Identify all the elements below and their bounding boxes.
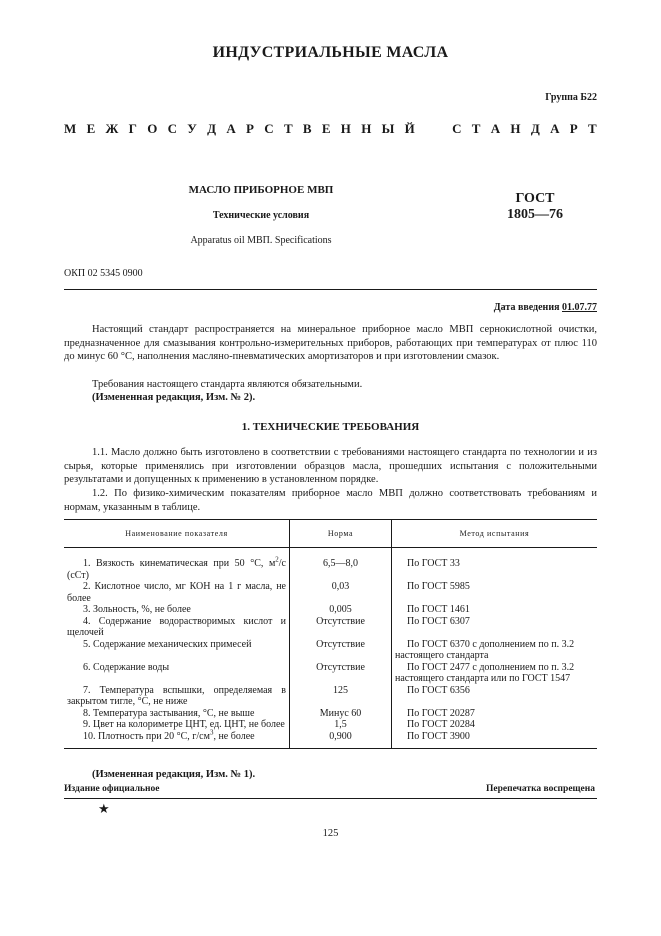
indicator-cell: 10. Плотность при 20 °С, $г/см^3$, не более <box>64 731 290 749</box>
method-cell: По ГОСТ 6370 с дополнением по п. 3.2 настоящего стандарта <box>392 639 598 662</box>
intro-date-label: Дата введения <box>493 302 560 313</box>
star-icon: ★ <box>98 801 110 816</box>
spacer-cell <box>290 548 392 559</box>
heading-letter: В <box>302 121 312 136</box>
norm-cell: 125 <box>290 685 392 708</box>
table-row <box>64 581 597 604</box>
method-cell: По ГОСТ 5985 <box>392 581 598 604</box>
standard-english-title: Apparatus oil МВП. Specifications <box>190 235 332 246</box>
method-cell: По ГОСТ 33 <box>392 558 598 581</box>
heading-letter: Н <box>340 121 351 136</box>
method-cell: По ГОСТ 1461 <box>392 604 598 616</box>
norm-cell: Отсутствие <box>290 639 392 662</box>
heading-letter: А <box>226 121 236 136</box>
heading-letter: Г <box>128 121 137 136</box>
col-header-method: Метод испытания <box>392 520 598 548</box>
table-row <box>64 662 597 685</box>
table-row <box>64 731 597 749</box>
heading-letter: Т <box>587 121 597 136</box>
table-row <box>64 719 597 731</box>
indicator-cell: 3. Зольность, %, не более <box>83 604 191 615</box>
heading-letter: Т <box>283 121 293 136</box>
heading-letter: Й <box>404 121 415 136</box>
intro-date-value: 01.07.77 <box>562 302 597 313</box>
heading-letter: У <box>187 121 197 136</box>
indicator-cell: 4. Содержание водорастворимых кислот и щелочей <box>67 615 286 638</box>
scope-paragraph: Настоящий стандарт распространяется на минеральное приборное масло МВП сернокислотной очистки, предназначенное для смазывания контрольно-измерительных приборов, работающих при температурах от плюс 110 до минус 60 °С, наполнения масляно-пневматических амортизаторов и при изготовлении смазок. <box>64 324 597 363</box>
indicator-cell: 6. Содержание воды <box>83 661 170 673</box>
amendment-note-1: (Измененная редакция, Изм. № 1). <box>92 769 256 780</box>
table-spacer-row <box>64 548 597 559</box>
heading-letter: Р <box>246 121 254 136</box>
heading-letter: Е <box>321 121 331 136</box>
standard-subtitle: Технические условия <box>212 210 310 221</box>
table-row <box>64 616 597 639</box>
indicator-cell: 9. Цвет на колориметре ЦНТ, ед. ЦНТ, не более <box>83 719 285 730</box>
method-cell: По ГОСТ 3900 <box>392 731 598 749</box>
table-row <box>64 685 597 708</box>
table-header-row <box>64 520 597 548</box>
gost-label: ГОСТ <box>515 191 555 206</box>
heading-letter: С <box>264 121 274 136</box>
method-cell: По ГОСТ 20287 <box>392 708 598 720</box>
spacer-cell <box>392 548 598 559</box>
norm-cell: Отсутствие <box>290 662 392 685</box>
heading-letter: А <box>490 121 501 136</box>
clause-1-2: 1.2. По физико-химическим показателям приборное масло МВП должно соответствовать требованиям и нормам, указанным в таблице. <box>64 488 597 513</box>
table-row <box>64 708 597 720</box>
method-cell: По ГОСТ 2477 с дополнением по п. 3.2 настоящего стандарта или по ГОСТ 1547 <box>392 662 598 685</box>
heading-letter: Р <box>569 121 578 136</box>
norm-cell: Отсутствие <box>290 616 392 639</box>
heading-letter: С <box>452 121 462 136</box>
divider <box>64 289 597 290</box>
heading-letter: Е <box>86 121 96 136</box>
table-row <box>64 604 597 616</box>
amendment-note-2: (Измененная редакция, Изм. № 2). <box>92 392 256 403</box>
col-header-norm: Норма <box>290 520 392 548</box>
section-title: 1. ТЕХНИЧЕСКИЕ ТРЕБОВАНИЯ <box>241 421 420 433</box>
intro-date <box>494 302 597 313</box>
reprint-prohibited: Перепечатка воспрещена <box>485 784 595 794</box>
mandatory-paragraph: Требования настоящего стандарта являются обязательными. <box>92 379 363 390</box>
heading-letter: Д <box>207 121 217 136</box>
divider <box>64 798 597 799</box>
norm-cell: 0,005 <box>290 604 392 616</box>
norm-cell: 0,900 <box>290 731 392 749</box>
table-row <box>64 558 597 581</box>
indicator-cell: 1. Вязкость кинематическая при 50 °С, $м^2/с$ (сСт) <box>67 555 286 581</box>
group-label: Группа Б22 <box>545 92 597 103</box>
heading-letter: Н <box>361 121 372 136</box>
table-row <box>64 639 597 662</box>
heading-letter: М <box>64 121 77 136</box>
heading-letter: Д <box>530 121 540 136</box>
spacer-cell <box>64 548 290 559</box>
gost-designation <box>480 191 590 223</box>
method-cell: По ГОСТ 6356 <box>392 685 598 708</box>
method-cell: По ГОСТ 20284 <box>392 719 598 731</box>
col-header-indicator: Наименование показателя <box>64 520 290 548</box>
indicator-cell: 7. Температура вспышки, определяемая в закрытом тигле, °С, не ниже <box>67 684 286 707</box>
heading-letter: Т <box>471 121 481 136</box>
indicator-cell: 2. Кислотное число, мг КОН на 1 г масла, не более <box>67 581 286 604</box>
official-edition: Издание официальное <box>64 784 160 794</box>
heading-letter: Н <box>510 121 521 136</box>
interstate-standard-heading <box>64 121 597 137</box>
heading-letter <box>425 121 428 137</box>
indicator-cell: 5. Содержание механических примесей <box>83 638 252 650</box>
gost-number: 1805—76 <box>507 207 563 222</box>
heading-letter: Ы <box>381 121 395 136</box>
collection-title: ИНДУСТРИАЛЬНЫЕ МАСЛА <box>212 44 449 61</box>
norm-cell: 1,5 <box>290 719 392 731</box>
heading-letter: А <box>550 121 560 136</box>
heading-letter: С <box>167 121 178 136</box>
norm-cell: 6,5—8,0 <box>290 558 392 581</box>
heading-letter: О <box>147 121 158 136</box>
requirements-table <box>64 519 597 749</box>
page-number: 125 <box>322 828 339 839</box>
norm-cell: 0,03 <box>290 581 392 604</box>
indicator-cell: 8. Температура застывания, °С, не выше <box>83 707 255 719</box>
clause-1-1: 1.1. Масло должно быть изготовлено в соответствии с требованиями настоящего стандарта по технологии и из сырья, которые применялись при изготовлении образцов масла, прошедших испытания с положительными результатами и допущенных к применению в установленном порядке. <box>64 447 597 486</box>
okp-code: ОКП 02 5345 0900 <box>64 268 143 279</box>
standard-name: МАСЛО ПРИБОРНОЕ МВП <box>188 184 334 196</box>
norm-cell: Минус 60 <box>290 708 392 720</box>
method-cell: По ГОСТ 6307 <box>392 616 598 639</box>
heading-letter: Ж <box>105 121 119 136</box>
heading-letter <box>439 121 442 137</box>
